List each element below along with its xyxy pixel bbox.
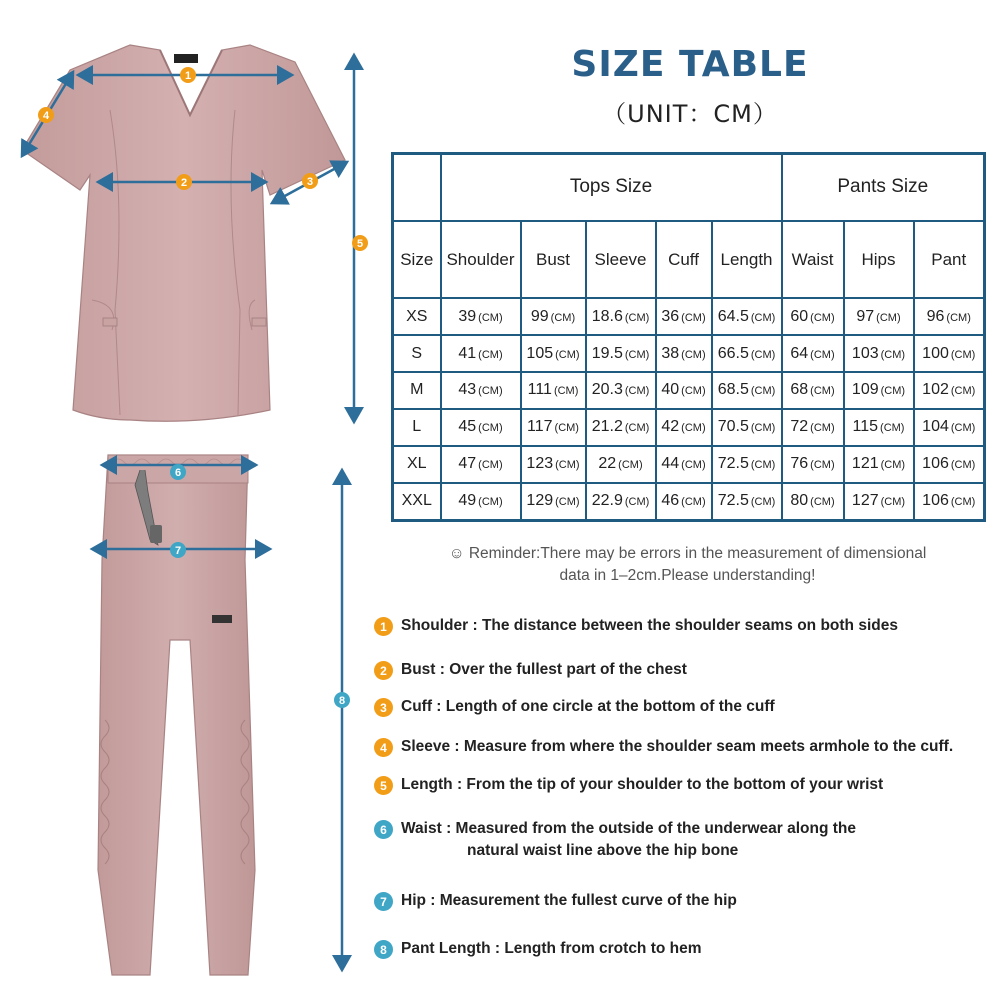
- cell-value: 68.5: [717, 381, 749, 399]
- unit-label: (CM): [624, 385, 650, 398]
- svg-text:8: 8: [338, 695, 346, 707]
- cell-value: 109: [851, 381, 879, 399]
- unit-label: (CM): [950, 422, 976, 435]
- cell-value: S: [411, 344, 423, 362]
- unit-label: (CM): [880, 459, 906, 472]
- cell-value: 100: [922, 344, 949, 362]
- definition-text: [401, 659, 687, 681]
- scrub-pants: [98, 455, 255, 975]
- unit-label: (CM): [624, 348, 650, 361]
- cell-value: 22.9: [591, 492, 623, 510]
- cell-value: 72: [790, 418, 809, 436]
- definition-line: Bust : Over the fullest part of the chest: [401, 661, 687, 678]
- unit-label: (CM): [880, 348, 906, 361]
- unit-label: (CM): [946, 311, 971, 324]
- cell-value: 70.5: [717, 418, 749, 436]
- unit-label: (CM): [750, 385, 776, 398]
- column-header-sleeve: Sleeve: [586, 221, 656, 298]
- unit-label: (CM): [681, 422, 706, 435]
- unit-label: (CM): [810, 496, 835, 509]
- definition-text: [401, 736, 953, 758]
- definition-item: [374, 776, 883, 796]
- number-badge-icon: 7: [374, 892, 393, 911]
- unit-label: (CM): [950, 348, 976, 361]
- cell-value: 39: [458, 307, 477, 325]
- unit-label: (CM): [810, 385, 835, 398]
- column-header-pant: Pant: [914, 221, 985, 298]
- unit-label: (CM): [750, 311, 776, 324]
- column-header-shoulder: Shoulder: [441, 221, 521, 298]
- top-label-icon: [174, 54, 198, 63]
- unit-label: (CM): [681, 385, 706, 398]
- cell-value: 21.2: [591, 418, 623, 436]
- unit-label: (CM): [750, 459, 776, 472]
- cell-value: 44: [661, 455, 680, 473]
- cell-value: 45: [458, 418, 477, 436]
- cell-value: 105: [526, 344, 554, 362]
- cell-value: 49: [458, 492, 477, 510]
- unit-label: (CM): [681, 459, 706, 472]
- unit-label: (CM): [554, 422, 579, 435]
- cell-value: 18.6: [591, 307, 623, 325]
- unit-label: (CM): [624, 311, 650, 324]
- unit-label: (CM): [624, 496, 650, 509]
- unit-label: (CM): [618, 459, 643, 472]
- cell-value: 41: [458, 344, 477, 362]
- column-header-waist: Waist: [782, 221, 844, 298]
- unit-subtitle: （UNIT：CM）: [602, 100, 778, 128]
- definition-line: natural waist line above the hip bone: [467, 842, 739, 859]
- cell-value: XXL: [401, 492, 432, 510]
- cell-value: 68: [790, 381, 809, 399]
- unit-label: (CM): [681, 496, 706, 509]
- cell-value: 76: [790, 455, 809, 473]
- cell-value: 104: [922, 418, 949, 436]
- definition-line: Pant Length : Length from crotch to hem: [401, 940, 702, 957]
- unit-label: (CM): [555, 496, 580, 509]
- definition-text: [401, 938, 702, 960]
- cell-value: 129: [526, 492, 554, 510]
- cell-value: 99: [530, 307, 549, 325]
- svg-text:3: 3: [306, 176, 314, 188]
- cell-value: 19.5: [591, 344, 623, 362]
- cell-value: 20.3: [591, 381, 623, 399]
- unit-label: (CM): [681, 311, 706, 324]
- cell-value: 40: [661, 381, 680, 399]
- column-header-bust: Bust: [521, 221, 586, 298]
- cell-value: 96: [926, 307, 945, 325]
- cell-value: 64: [790, 344, 809, 362]
- cell-value: M: [410, 381, 424, 399]
- cell-value: XS: [406, 307, 428, 325]
- cell-value: 36: [661, 307, 680, 325]
- cell-value: 66.5: [717, 344, 749, 362]
- unit-label: (CM): [681, 348, 706, 361]
- definition-text: [401, 818, 856, 862]
- unit-label: (CM): [880, 422, 905, 435]
- number-badge-icon: 2: [374, 661, 393, 680]
- svg-text:1: 1: [184, 70, 192, 82]
- cell-value: 115: [852, 418, 879, 436]
- cell-value: 72.5: [717, 455, 749, 473]
- unit-label: (CM): [810, 459, 835, 472]
- cell-value: L: [412, 418, 422, 436]
- pants-size-header: Pants Size: [782, 154, 985, 221]
- unit-label: (CM): [478, 385, 503, 398]
- cell-value: 117: [527, 418, 553, 436]
- cell-value: 103: [851, 344, 879, 362]
- definition-line: Shoulder : The distance between the shoulder seams on both sides: [401, 617, 898, 634]
- unit-label: (CM): [478, 496, 503, 509]
- cell-value: 121: [851, 455, 879, 473]
- cell-value: 38: [661, 344, 680, 362]
- unit-label: (CM): [750, 422, 776, 435]
- definition-line: Waist : Measured from the outside of the underwear along the: [401, 820, 857, 837]
- definition-item: [374, 617, 898, 637]
- svg-text:2: 2: [180, 177, 188, 189]
- cell-value: 22: [598, 455, 617, 473]
- definition-text: [401, 615, 898, 637]
- reminder-line-2: data in 1–2cm.Please understanding!: [559, 567, 816, 584]
- page-title: SIZE TABLE: [571, 44, 809, 85]
- unit-label: (CM): [550, 311, 576, 324]
- number-badge-icon: 6: [374, 820, 393, 839]
- definition-item: [374, 738, 953, 758]
- cell-value: 106: [922, 492, 949, 510]
- unit-label: (CM): [555, 459, 580, 472]
- cell-value: 123: [526, 455, 554, 473]
- definition-line: Hip : Measurement the fullest curve of the hip: [401, 892, 737, 909]
- cell-value: 127: [851, 492, 879, 510]
- unit-label: (CM): [478, 311, 503, 324]
- definition-item: [374, 892, 737, 912]
- svg-text:5: 5: [356, 238, 364, 250]
- unit-label: (CM): [880, 496, 906, 509]
- cell-value: 43: [458, 381, 477, 399]
- unit-label: (CM): [950, 459, 976, 472]
- column-header-hips: Hips: [844, 221, 914, 298]
- unit-label: (CM): [810, 311, 835, 324]
- unit-label: (CM): [555, 348, 580, 361]
- definition-text: [401, 774, 883, 796]
- garment-illustration: [0, 0, 380, 1000]
- definition-item: [374, 940, 702, 960]
- unit-label: (CM): [950, 496, 976, 509]
- cell-value: XL: [406, 455, 427, 473]
- svg-text:6: 6: [174, 467, 182, 479]
- unit-label: (CM): [880, 385, 906, 398]
- number-badge-icon: 3: [374, 698, 393, 717]
- unit-label: (CM): [876, 311, 901, 324]
- definition-item: [374, 661, 687, 681]
- unit-label: (CM): [478, 348, 503, 361]
- cell-value: 42: [661, 418, 680, 436]
- cell-value: 60: [790, 307, 809, 325]
- cell-value: 72.5: [717, 492, 749, 510]
- number-badge-icon: 4: [374, 738, 393, 757]
- number-badge-icon: 8: [374, 940, 393, 959]
- measurement-definitions: [374, 0, 1000, 1000]
- reminder-line-1: ☺ Reminder:There may be errors in the measurement of dimensional: [448, 545, 927, 562]
- tops-size-header: Tops Size: [441, 154, 782, 221]
- number-badge-icon: 5: [374, 776, 393, 795]
- cell-value: 46: [661, 492, 680, 510]
- unit-label: (CM): [478, 459, 503, 472]
- cell-value: 111: [527, 381, 552, 399]
- definition-line: Length : From the tip of your shoulder to the bottom of your wrist: [401, 776, 884, 793]
- cell-value: 80: [790, 492, 809, 510]
- definition-text: [401, 696, 775, 718]
- definition-text: [401, 890, 737, 912]
- unit-label: (CM): [624, 422, 650, 435]
- svg-text:7: 7: [174, 545, 182, 557]
- cell-value: 97: [856, 307, 875, 325]
- definition-item: [374, 820, 856, 862]
- unit-label: (CM): [810, 348, 835, 361]
- unit-label: (CM): [553, 385, 579, 398]
- unit-label: (CM): [478, 422, 503, 435]
- definition-line: Sleeve : Measure from where the shoulder seam meets armhole to the cuff.: [401, 738, 954, 755]
- unit-label: (CM): [810, 422, 835, 435]
- unit-label: (CM): [750, 348, 776, 361]
- column-header-size: Size: [393, 221, 441, 298]
- scrub-top: [22, 45, 345, 421]
- definition-line: Cuff : Length of one circle at the bottom of the cuff: [401, 698, 775, 715]
- cell-value: 64.5: [717, 307, 749, 325]
- pants-label-icon: [212, 615, 232, 623]
- definition-item: [374, 698, 775, 718]
- unit-label: (CM): [950, 385, 976, 398]
- cell-value: 106: [922, 455, 949, 473]
- svg-text:4: 4: [42, 110, 50, 122]
- unit-label: (CM): [750, 496, 776, 509]
- cell-value: 102: [922, 381, 949, 399]
- number-badge-icon: 1: [374, 617, 393, 636]
- cell-value: 47: [458, 455, 477, 473]
- column-header-cuff: Cuff: [656, 221, 712, 298]
- column-header-length: Length: [712, 221, 782, 298]
